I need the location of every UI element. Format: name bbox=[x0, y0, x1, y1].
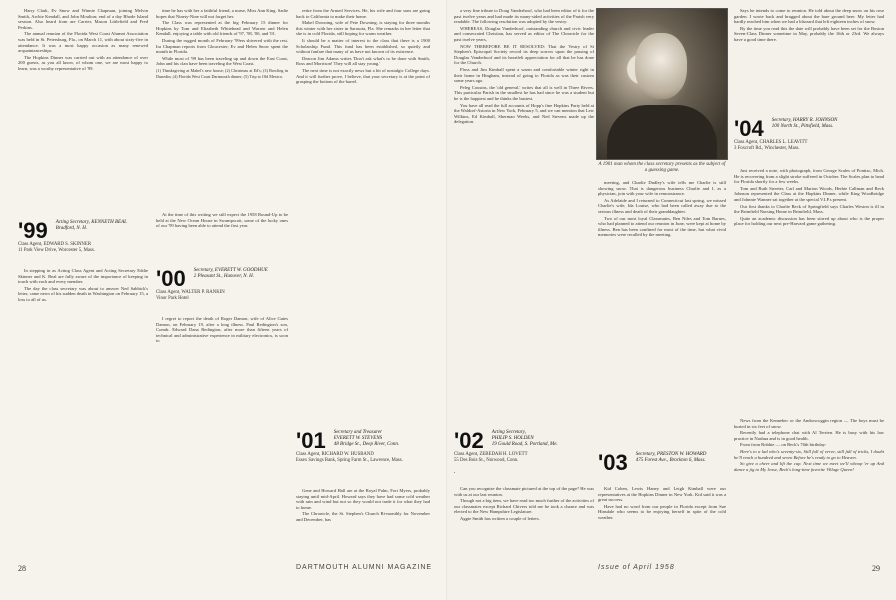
class-year: '02 bbox=[454, 428, 484, 453]
paragraph: In stepping in as Acting Class Agent and Acting Secretary Eddie Skinner and K. Beal are fully aware of the importance of keeping in touch with each and every member. bbox=[18, 268, 148, 285]
class-agent: Class Agent, CHARLES L. LEAVITT bbox=[734, 140, 808, 145]
page-number-right: 29 bbox=[872, 564, 880, 573]
paragraph: During the rugged month of February '99ers shivered with the rest. Ira Chapman reports from Gloucester; Ev and Helen Snow spent the month in Florida. bbox=[156, 37, 288, 55]
paragraph: retire from the Armed Services. He, his wife and four sons are going back to California to make their home. bbox=[296, 8, 430, 19]
class-agent-address: Vinor Park Hotel bbox=[156, 295, 189, 301]
paragraph: Floss and Jim Kimball spent a warm and comfortable winter right in their home in Hingham, instead of going to Florida as was their custom some years ago. bbox=[454, 66, 594, 84]
footer-issue-date: Issue of April 1958 bbox=[598, 564, 675, 571]
paragraph: Can you recognize the classmate pictured at the top of the page? He was with us at our last reunion. bbox=[454, 486, 594, 497]
paragraph: While most of '99 has been traveling up and down the East Coast, John and his clan have been traveling the West Coast. bbox=[156, 55, 288, 67]
poem-stanza: Here's to a lad who's seventy-six, Still full of verve, still full of tricks, I doubt he'll reach a hundred and seven Before he's ready to go to Heaven. bbox=[734, 448, 884, 460]
page-number-left: 28 bbox=[18, 564, 26, 573]
poem-stanza: So give a cheer and lift the cup. Next time we meet we'll whoop 'er up And dance a jig to My Jesse, Beck's long-time favorite Village Queen! bbox=[734, 461, 884, 472]
paragraph: The Chronicle, the St. Stephen's Church Bi-monthly for November and December, has bbox=[296, 511, 430, 522]
class-1903-agent bbox=[454, 472, 455, 473]
paragraph: Kid Cohen, Lewis Haney and Leigh Kimball were our representatives at the Hopkins Dinner in New York. Kid said it was a great success. bbox=[598, 486, 726, 503]
paragraph: By the time you read this the date will probably have been set for the Boston Seven-Class Dinner sometime in May, probably the 16th or 23rd. We always have a good time there. bbox=[734, 25, 884, 42]
paragraph: The next time is not exactly news but a bit of nostalgic College days. And it will further prove, I believe, that your secretary is at the point of grasping the bottom of the barrel. bbox=[296, 67, 430, 85]
paragraph: Our first thanks to Charlie Beck of Springfield says Charles Weston is ill in the Brimfield Nursing Home in Brimfield, Mass. bbox=[734, 203, 884, 215]
left-column-3-bottom bbox=[296, 488, 430, 558]
paragraph: WHEREAS, Douglas Vanderhoof, outstanding church and civic leader and consecrated Christian, has served as editor of The Chronicle for the past twelve years, bbox=[454, 25, 594, 42]
paragraph: Mabel Downing, wife of Pete Downing, is staying for three months this winter with her sister in Sarasota, Fla. She remarks in her letter that she is in cold Florida, still hoping for warm weather. bbox=[296, 20, 430, 37]
paragraph: time he has with her a faithful friend, a nurse, Miss Ann King. Sadie hopes that Ninety-Nine will not forget her. bbox=[156, 8, 288, 19]
class-agent: Class Agent, EDWARD S. SKINNER bbox=[18, 242, 92, 247]
secretary-address: Bradford, N. H. bbox=[55, 226, 88, 231]
left-column-1-bottom bbox=[18, 268, 148, 558]
paragraph: At the time of this writing we still expect the 1958 Round-Up to be held at the New Ocean House in Swampscott, some of the lucky ones of our '99 having been able to attend the first year. bbox=[156, 212, 288, 229]
paragraph: NOW THEREFORE BE IT RESOLVED: That the Vestry of St Stephen's Episcopal Society record its deep sorrow upon the passing of Douglas Vanderhoof and its heartfelt appreciation for all that he has done for the Church. bbox=[454, 43, 594, 66]
secretary-name: Secretary, HARRY R. JOHNSON bbox=[771, 118, 838, 123]
class-agent: Class Agent, WALTER P. RANKIN bbox=[156, 290, 225, 295]
paragraph: Though not a big item, we have read too much further of the activities of our classmates except Richard Chivers told me he took a chance and was elected to the New Hampshire Legislature. bbox=[454, 498, 594, 515]
paragraph: The Class was represented at the big February 15 dinner for Hopkins by Tom and Elizabeth Whitehead and Warren and Helen Kendall, enjoying a table with old friends of '97, '98, '00, and '01. bbox=[156, 20, 288, 37]
secretary-name: Secretary, EVERETT W. GOODHUE bbox=[193, 268, 268, 273]
secretary-name: EVERETT W. STEVENS bbox=[333, 436, 383, 441]
footnote: (1) Thanksgiving at Mabel's new house; (2) Christmas at Ed's; (3) Bowling in Dunedin; (4) Florida West Coast Dartmouth dinner; (5) Trip to Old Mexico. bbox=[156, 67, 288, 79]
right-column-3-bottom bbox=[734, 418, 884, 558]
right-column-3-top bbox=[734, 8, 884, 112]
class-1901-header bbox=[296, 430, 430, 464]
paragraph: You have all read the full accounts of Hopp's fine Hopkins Party held at the Waldorf-Astoria in New York, February 5, and we can mention that Lew Wilkins, Ed Kimball, Sherman Weeks, and Ned Stevens made up the delegation. bbox=[454, 102, 594, 125]
paragraph: I regret to report the death of Roger Damon, wife of Alice Gates Damon, on February 19, after a long illness. Paul Redington's son, Comdr. Edward Dana Redington, after more than fifteen years of technical and administrative experience in military electronics, is soon to bbox=[156, 316, 288, 344]
class-year: '04 bbox=[734, 116, 764, 141]
paragraph: It should be a matter of interest to the class that there is a 1900 Scholarship Fund. This fund has been established, so quietly and without fanfare that many of us have not known of its existence. bbox=[296, 37, 430, 55]
class-year: '00 bbox=[156, 266, 186, 291]
paragraph: Gene and Howard Hall are at the Royal Palm, Fort Myers, probably staying until mid-April. Howard says they have had some cold weather with rain and wind but not so they would not trade it for what they had to home. bbox=[296, 488, 430, 510]
left-column-2-mid bbox=[156, 212, 288, 262]
class-agent: Class Agent, ZEBEDAH H. LOVETT bbox=[454, 452, 528, 457]
class-year: '01 bbox=[296, 428, 326, 453]
left-column-1-top bbox=[18, 8, 148, 214]
secretary-address: 19 Gould Road, S. Portland, Me. bbox=[491, 442, 558, 447]
secretary-name: PHILIP S. HOLDEN bbox=[491, 436, 534, 441]
secretary-address: 100 North St., Pittsfield, Mass. bbox=[771, 124, 834, 129]
paragraph: The annual reunion of the Florida West Coast Alumni Association was held in St. Petersburg, Fla., on March 11, with about sixty-five in attendance. It was a most happy occasion as many renewed acquaintanceships. bbox=[18, 31, 148, 54]
class-year: '99 bbox=[18, 218, 48, 243]
secretary-name: Acting Secretary, KENNETH BEAL bbox=[55, 220, 127, 225]
right-column-2-bottom bbox=[598, 486, 726, 558]
class-1904-header bbox=[734, 118, 884, 152]
class-1899-header bbox=[18, 220, 150, 254]
paragraph: As Adelaide and I returned to Connecticut last spring, we missed Charlie's wife, Ida Louise, who had been called away due to the serious illness and death of their granddaughter. bbox=[598, 197, 726, 214]
footer-magazine-title: DARTMOUTH ALUMNI MAGAZINE bbox=[296, 564, 433, 571]
class-1900-header bbox=[156, 268, 288, 302]
right-column-1 bbox=[454, 8, 594, 422]
class-agent-address: Essex Savings Bank, Spring Farm St., Lawrence, Mass. bbox=[296, 457, 403, 463]
classmate-photo bbox=[596, 8, 728, 160]
right-page bbox=[448, 0, 896, 600]
paragraph: meeting, and Charlie Dudley's wife tells me Charlie is still showing snow. That is dangerous business Charlie and I, as a physician, join with your wife in remonstrance. bbox=[598, 180, 726, 197]
paragraph: Deacon Jim Adams writes 'Don't ask what's to be done with Smith, Ross and Morrison! They will all stay young.' bbox=[296, 55, 430, 67]
paragraph: Have had no word from our people in Florida except from Sue Hinsdale who seems to be enjoying herself in spite of the cold weather. bbox=[598, 503, 726, 520]
class-agent: Class Agent, RICHARD W. HUSBAND bbox=[296, 452, 374, 457]
paragraph: Harry Clark, Ev Snow and Winnie Chapman, joining Melvin Smith, Archie Kendall, and John Moulton; end of a day Rhode Island session. Also heard from are Carrier, Mason Littlefield and Fred Perkins. bbox=[18, 8, 148, 30]
class-1903-header bbox=[598, 452, 728, 474]
right-column-3-mid bbox=[734, 168, 884, 414]
class-agent-address: 11 Park View Drive, Worcester 5, Mass. bbox=[18, 247, 95, 253]
paragraph: Two of our most loyal Classmates, Ben Niles and Tom Barnes, who had planned to attend our reunion in June, were kept at home by illness. Ben has been confined for most of the time, but what vivid memories were recalled by the meeting. bbox=[598, 215, 726, 238]
class-year: '03 bbox=[598, 450, 628, 475]
paragraph: Peleg Cousins, the 'old general,' writes that all is well in Three Rivers. This particular Parish in the smallest he has had since he was a student but he is the happiest and he thinks the busiest. bbox=[454, 84, 594, 101]
left-column-2-top bbox=[156, 8, 288, 208]
paragraph: Aggie Smith has written a couple of letters. bbox=[460, 515, 540, 521]
class-agent-address: 55 Des Bois St., Norwood, Conn. bbox=[454, 457, 519, 463]
paragraph: Recently had a telephone chat with Al Terrien. He is busy with his law practice in Nashua and is in good health. bbox=[734, 430, 884, 441]
photo-caption: A 1901 man whom the class secretary presents as the subject of a guessing game. bbox=[598, 162, 726, 173]
secretary-title: Secretary and Treasurer bbox=[333, 430, 383, 435]
class-agent-address: 3 Foxcroft Rd., Winchester, Mass. bbox=[734, 145, 800, 151]
paragraph: The Hopkins Dinner was carried out with an attendance of over 200 guests, as you all know, of whom one, we are most happy to learn, was a worthy representative of '99. bbox=[18, 54, 148, 71]
left-column-2-bottom bbox=[156, 316, 288, 556]
right-column-2 bbox=[598, 180, 726, 446]
paragraph: Says he intends to come to reunion. He told about the deep snow on his rose garden. I wrote back and bragged about the bare ground here. My letter had hardly reached him when we had a blizzard that left eighteen inches of snow. bbox=[734, 8, 884, 25]
secretary-address: 48 Bridge St., Deep River, Conn. bbox=[333, 442, 400, 447]
paragraph: Tom and Ruth Streeter, Carl and Marion Woods, Herbie Callman and Beck Johnson represented the Class at the Hopkins Dinner, while King Woodbridge and Johnnie Wanner sat together at the special V.I.P.s present. bbox=[734, 185, 884, 202]
left-column-3-top bbox=[296, 8, 430, 422]
right-column-1-bottom bbox=[454, 486, 594, 558]
secretary-name: Secretary, PRESTON W. HOWARD bbox=[635, 452, 707, 457]
paragraph: The day the class secretary was about to answer Ned Sabbick's letter, came news of his sudden death in Washington on February 15, a loss to all of us. bbox=[18, 285, 148, 302]
paragraph: From from Robbie — on Beck's 76th birthday: bbox=[740, 442, 827, 448]
paragraph: Quite an academic discussion has been stirred up about who is the proper place for holding our next pre-Harvard game gathering. bbox=[734, 215, 884, 227]
secretary-address: 475 Forest Ave., Brockton 6, Mass. bbox=[635, 458, 706, 463]
secretary-address: 2 Pleasant St., Hanover, N. H. bbox=[193, 274, 254, 279]
secretary-title: Acting Secretary, bbox=[491, 430, 526, 435]
paragraph: Just received a note, with photograph, from George Scales of Pontiac, Mich. He is recovering from a slight stroke suffered in October. The Scales plan to head for Florida shortly for a few weeks. bbox=[734, 168, 884, 185]
paragraph: a very fine tribute to Doug Vanderhoof, who had been editor of it for the past twelve years and had made its many-sided activities of the Parish very readable. The following resolution was adopted by the vestry: bbox=[454, 8, 594, 25]
paragraph: News from the Kennebec or the Androscoggin region — The boys must be buried in six feet of snow. bbox=[734, 418, 884, 429]
class-1902-header bbox=[454, 430, 594, 464]
